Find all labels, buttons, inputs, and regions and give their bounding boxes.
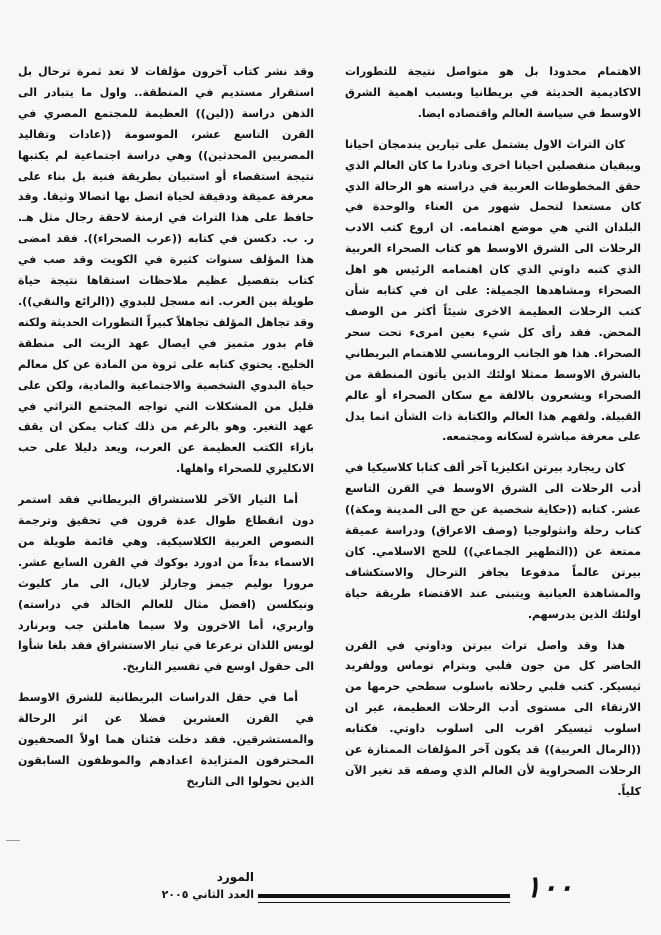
paragraph: هذا وقد واصل تراث بيرتن وداوتي في القرن الحاضر كل من جون فلبي وبترام توماس وولفريد ثيسيكر. كتب فلبي رحلاته باسلوب سطحي حرمها من الارتقاء الى مستوى أدب الرحلات العظيمة، غير ان اسلوب ثيسيكر اقرب الى اسلوب داوتي. فكتابه ((الرمال العربية)) قد يكون آخر المؤلفات الممتازة عن الرحلات الصحراوية لأن العالم الذي وصفه قد تغير الآن كلياً. bbox=[345, 638, 641, 798]
paragraph: أما في حقل الدراسات البريطانية للشرق الاوسط في القرن العشرين فضلا عن اثر الرحالة والمستشرقين. فقد دخلت فئتان هما اولاً الصحفيون المحترفون المتزايدة اعدادهم والموظفون السابقون الذين تحولوا الى التاريخ bbox=[18, 691, 314, 788]
page-footer bbox=[0, 850, 661, 935]
paragraph: وقد نشر كتاب آخرون مؤلفات لا تعد ثمرة ترحال بل استقرار مستديم في المنطقة.. واول ما يتبادر الى الذهن دراسة ((لين)) العظيمة للمجتمع المصري في القرن التاسع عشر، الموسومة ((عادات وتقاليد المصريين المحدثين)) وهي دراسة اجتماعية لم يكتبها نتيجة استقصاء أو استبيان بطريقة فنية بل بناء على معرفة عميقة ودقيقة لحياة اتصل بها اتصالا وثيقا. وقد حافظ على هذا التراث في ازمنة لاحقة رجال مثل هـ. ر. ب. دكسن في كتابه ((عرب الصحراء)). فقد امضى هذا المؤلف سنوات كثيرة في الكويت وقد صب في كتاب بتفصيل عظيم ملاحظات استقاها نتيجة حياة طويلة بين العرب. انه مسجل للبدوي ((الرائع والنقي)). وقد تجاهل المؤلف تجاهلاً كبيراً التطورات الحديثة ولكنه قام بدور متميز في ايصال عهد الزيت الى منطقة الخليج. يحتوي كتابه على ثروة من المادة عن كل معالم حياة البدوي الشخصية والاجتماعية والمادية، ولكن على قليل من المشكلات التي تواجه المجتمع التراثي في عهد التغير. وهو بالرغم من ذلك كتاب يمكن ان يقف بازاء الكتب العظيمة عن العرب، ويعد دليلا على حب الانكليزي للصحراء واهلها. bbox=[18, 65, 314, 476]
page-number: ١٠٠ bbox=[524, 870, 574, 905]
paragraph: كان التراث الاول يشتمل على تيارين يندمجان احيانا ويبقيان منفصلين احيانا اخرى ونادرا ما كان العالم الذي حقق المخطوطات العربية في دراسته هو الرحالة الذي كان مستعدا لتحمل شهور من العناء والوحدة في البلدان التي هي موضع اهتمامه. ان اروع كتب الادب الرحلات الى الشرق الاوسط هو كتاب الصحراء العربية الذي كتبه داوتي الذي كان اهتمامه الرئيس هو اهل الصحراء ومشاهدها الجميلة: على ان في كتابه شأن كتب الرحلات العظيمة الاخرى شيئاً أكثر من الوصف المحض. فقد رأى كل شيء بعين امرىء تحت سحر الصحراء. هذا هو الجانب الرومانسي للاهتمام البريطاني بالشرق الاوسط ممثلا اولئك الذين يأتون المنطقة من الصحراء ويشعرون بالالفة مع سكان الصحراء أو عالم القبيلة. ولفهم هذا العالم والكتابة ذات الشأن انما يدل على معرفة مباشرة لسكانه ومجتمعه. bbox=[345, 137, 641, 444]
footer-rule-thin bbox=[258, 902, 510, 903]
paragraph: الاهتمام محدودا بل هو متواصل نتيجة للتطورات الاكاديمية الحديثة في بريطانيا وبسبب اهمية الشرق الاوسط في سياسة العالم واقتصاده ايضا. bbox=[345, 65, 641, 120]
issue-label: العدد الثاني ٢٠٠٥ bbox=[161, 888, 254, 901]
paragraph: كان ريجارد بيرتن انكليزيا آخر ألف كتابا كلاسيكيا في أدب الرحلات الى الشرق الاوسط في القرن التاسع عشر. كتابه ((حكاية شخصية عن حج الى المدينة ومكة)) كتاب رحلة وانثولوجيا (وصف الاعراق) ودراسة عميقة ممتعة عن ((التطهير الجماعي)) للحج الاسلامي. كان بيرتن عالماً مدفوعا بجافز الترحال والاستكشاف والمشاهدة العيانية ويتبنى عند الاقتضاء طريقة حياة اولئك الذين يدرسهم. bbox=[345, 461, 641, 621]
text-column-right bbox=[345, 62, 641, 862]
paragraph: أما التيار الآخر للاستشراق البريطاني فقد استمر دون انقطاع طوال عدة قرون في تحقيق وترجمة النصوص العربية الكلاسيكية. وهي قائمة طويلة من الاسماء بدءاً من ادورد بوكوك في القرن السابع عشر. مرورا بوليم جيمز وجارلز لايال، الى مار كليوث ونيكلسن (افضل مثال للعالم الخالد في دراسته) واربري، أما الاخرون ولا سيما هاملتن جب وبرنارد لويس اللذان ترعرعا في تيار الاستشراق فقد بلغا شأوا الى حقول اوسع في تفسير التاريخ. bbox=[18, 493, 314, 674]
margin-mark bbox=[6, 836, 20, 841]
footer-rule bbox=[258, 894, 510, 898]
journal-name: المورد bbox=[216, 870, 254, 884]
text-column-left bbox=[18, 62, 314, 862]
